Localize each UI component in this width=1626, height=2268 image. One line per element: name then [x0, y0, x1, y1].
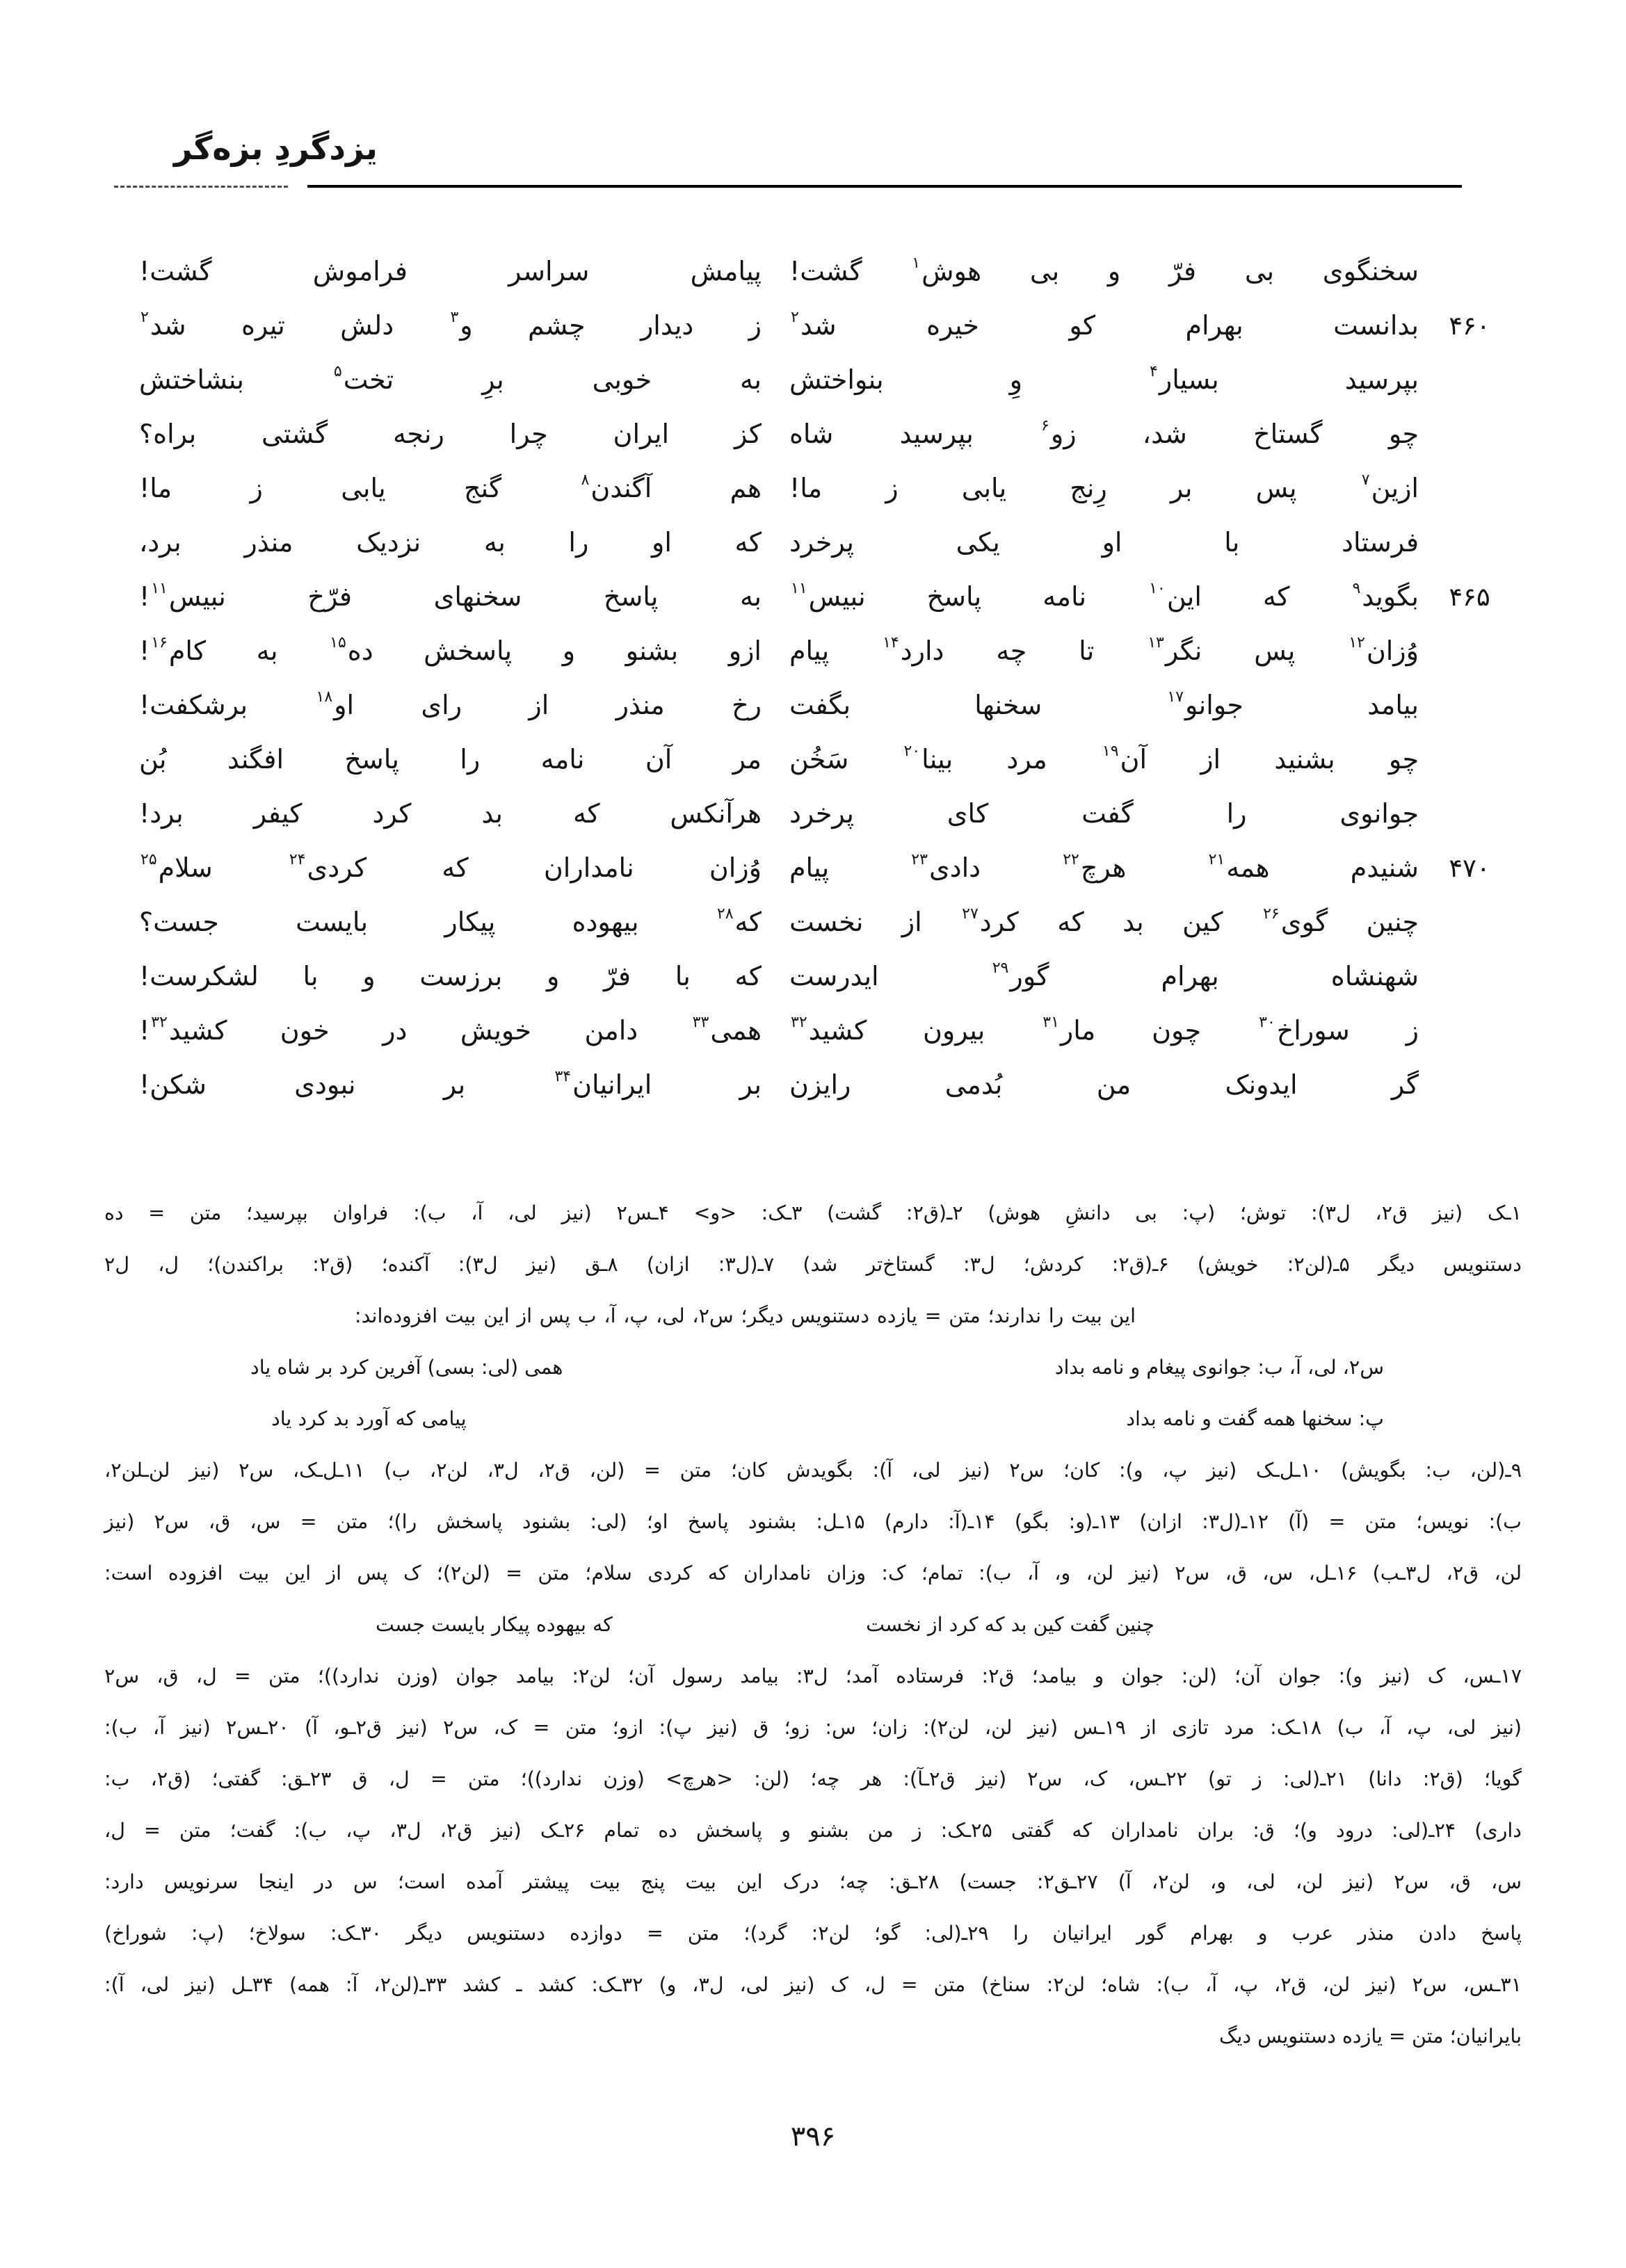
apparatus-line: پاسخ دادن منذر عرب و بهرام گور ایرانیان را ۲۹ـ(لی: گو؛ لن۲: گرد)؛ متن = دوازده دستنویس دیگر ۳۰ـک: سولاخ؛ (پ: شوراخ) [104, 1922, 1522, 1945]
footnote-marker: ۱۳ [1148, 634, 1164, 651]
footnote-marker: ۸ [581, 471, 590, 489]
footnote-marker: ۱۴ [883, 634, 899, 651]
footnote-marker: ۷ [1361, 471, 1370, 489]
bayt-row [104, 852, 1522, 907]
addendum-verse-row [104, 1342, 1522, 1393]
footnote-marker: ۳۰ [1259, 1014, 1275, 1031]
apparatus-line: ۹ـ(لن، ب: بگویش) ۱۰ـل‌ـک (نیز پ، و): کان؛ س۲ (نیز لی، آ): بگویدش کان؛ متن = (لن، ق۲، ل۳، لن۲، ب) ۱۱ـل‌ـک، س۲ (نیز لن‌ـلن۲، [104, 1459, 1522, 1482]
hemistich-right: ز سوراخ$^{۳۰}$ چون مار$^{۳۱}$ بیرون کشید$^{۳۲}$ [791, 1014, 1419, 1046]
hemistich-left: کز ایران چرا رنجه گشتی براه؟ [139, 419, 762, 449]
hemistich-left: همی$^{۳۳}$ دامن خویش در خون کشید$^{۳۲}$! [139, 1014, 762, 1046]
header-rule-main-segment [307, 185, 1462, 188]
footnote-marker: ۱۹ [1102, 743, 1119, 760]
hemistich-right: چنین گوی$^{۲۶}$ کین بد که کرد$^{۲۷}$ از نخست [789, 905, 1419, 937]
bayt-row [104, 1069, 1522, 1124]
apparatus-line: داری) ۲۴ـ(لی: درود و)؛ ق: بران نامداران که گفتی ۲۵ـک: ز من بشنو و پاسخش ده تمام ۲۶ـک (نیز ق۲، ل۳، پ، ب): گفت؛ متن = ل، [104, 1819, 1522, 1842]
footnote-marker: ۲۰ [903, 743, 921, 760]
addendum-hemistich-left: پیامی که آورد بد کرد یاد [271, 1407, 467, 1430]
footnote-marker: ۲ [791, 309, 799, 326]
apparatus-line: بایرانیان؛ متن = یازده دستنویس دیگ [1218, 2025, 1522, 2048]
hemistich-right: چو گستاخ شد، زو$^۶$ بپرسید شاه [789, 417, 1419, 449]
hemistich-left: ازو بشنو و پاسخش ده$^{۱۵}$ به کام$^{۱۶}$! [139, 634, 762, 666]
page-number: ۳۹۶ [790, 2121, 836, 2153]
hemistich-right: شنیدم همه$^{۲۱}$ هرچ$^{۲۲}$ دادی$^{۲۳}$ پیام [789, 851, 1419, 883]
footnote-marker: ۱۲ [1349, 634, 1365, 651]
poem-couplets [104, 256, 1522, 1124]
footnote-marker: ۱۵ [330, 634, 346, 651]
footnote-marker: ۲۶ [1263, 905, 1280, 923]
apparatus-line: ب): نویس؛ متن = (آ) ۱۲ـ(ل۳: ازان) ۱۳ـ(و: بگو) ۱۴ـ(آ: دارم) ۱۵ـل: بشنود پاسخ او؛ (لی: بشنود پاسخش را)؛ متن = س، ق، س۲ (نیز [104, 1510, 1522, 1533]
critical-apparatus [104, 1188, 1522, 2062]
bayt-row [104, 1015, 1522, 1069]
verse-number: ۴۶۵ [1449, 582, 1490, 612]
addendum-hemistich-right: س۲، لی، آ، ب: جوانوی پیغام و نامه بداد [1054, 1356, 1384, 1379]
hemistich-left: ز دیدار چشم و$^۳$ دلش تیره شد$^۲$ [140, 309, 762, 341]
bayt-row [104, 419, 1522, 473]
hemistich-right: شهنشاه بهرام گور$^{۲۹}$ ایدرست [789, 959, 1419, 991]
hemistich-right: سخنگوی بی فرّ و بی هوش$^۱$ گشت! [789, 254, 1419, 286]
footnote-marker: ۱۸ [316, 688, 333, 706]
footnote-marker: ۱۶ [151, 634, 168, 651]
footnote-marker: ۶ [1041, 417, 1049, 435]
text-block [0, 129, 1626, 2153]
footnote-marker: ۱۱ [151, 580, 168, 597]
bayt-row [104, 527, 1522, 581]
apparatus-line: ۳۱ـس، س۲ (نیز لن، ق۲، پ، آ، ب): شاه؛ لن۲: سناخ) متن = ل، ک (نیز لی، ل۳، و) ۳۲ـک: کشد ـ کشد ۳۳ـ(لن۲، آ: همه) ۳۴ـل (نیز لی، آ): [104, 1973, 1522, 1996]
footnote-marker: ۳۴ [554, 1068, 572, 1085]
footnote-marker: ۳۲ [791, 1014, 807, 1031]
hemistich-left: بر ایرانیان$^{۳۴}$ بر نبودی شکن! [139, 1068, 762, 1100]
footnote-marker: ۱ [912, 254, 921, 272]
footnote-marker: ۹ [1352, 580, 1361, 597]
hemistich-left: مر آن نامه را پاسخ افگند بُن [139, 744, 762, 775]
addendum-verse-row [104, 1393, 1522, 1445]
bayt-row [104, 744, 1522, 798]
bayt-row [104, 310, 1522, 364]
addendum-hemistich-left: همی (لی: بسی) آفرین کرد بر شاه یاد [250, 1356, 563, 1379]
footnote-marker: ۵ [333, 363, 342, 380]
hemistich-right: بپرسید بسیار$^۴$ وِ بنواختش [789, 363, 1419, 395]
bayt-row [104, 473, 1522, 527]
hemistich-right: ازین$^۷$ پس بر رِنج یابی ز ما! [789, 471, 1419, 503]
hemistich-right: فرستاد با او یکی پرخرد [789, 527, 1419, 558]
apparatus-line: دستنویس دیگر ۵ـ(لن۲: خویش) ۶ـ(ق۲: کردش؛ ل۳: گستاخ‌تر شد) ۷ـ(ل۳: ازان) ۸ـق (نیز ل۳): آکنده؛ (ق۲: براکندن)؛ ل، ل۲ [104, 1253, 1522, 1276]
bayt-row [104, 581, 1522, 635]
hemistich-left: به پاسخ سخنهای فرّخ نبیس$^{۱۱}$! [139, 580, 762, 612]
hemistich-right: جوانوی را گفت کای پرخرد [789, 798, 1419, 829]
footnote-marker: ۱۷ [1167, 688, 1184, 706]
hemistich-right: بگوید$^۹$ که این$^{۱۰}$ نامه پاسخ نبیس$^{۱۱}$ [791, 580, 1419, 612]
verse-number: ۴۷۰ [1449, 853, 1490, 883]
bayt-row [104, 798, 1522, 852]
hemistich-left: هرآنکس که بد کرد کیفر برد! [139, 798, 762, 829]
footnote-marker: ۳۳ [692, 1014, 709, 1031]
hemistich-left: که$^{۲۸}$ بیهوده پیکار بایست جست؟ [139, 905, 762, 937]
apparatus-line: این بیت را ندارند؛ متن = یازده دستنویس دیگر؛ س۲، لی، پ، آ، ب پس از این بیت افزوده‌اند: [355, 1304, 1136, 1327]
hemistich-right: بیامد جوانو$^{۱۷}$ سخنها بگفت [789, 688, 1419, 720]
hemistich-left: وُزان نامداران که کردی$^{۲۴}$ سلام$^{۲۵}$ [140, 851, 762, 883]
hemistich-left: رخ منذر از رای او$^{۱۸}$ برشکفت! [139, 688, 762, 720]
hemistich-left: پیامش سراسر فراموش گشت! [139, 256, 762, 286]
footnote-marker: ۱۱ [791, 580, 807, 597]
bayt-row [104, 907, 1522, 961]
footnote-marker: ۲۴ [289, 851, 306, 868]
hemistich-left: به خوبی برِ تخت$^۵$ بنشاختش [139, 363, 762, 395]
footnote-marker: ۲ [140, 309, 149, 326]
footnote-marker: ۲۵ [140, 851, 157, 868]
hemistich-right: بدانست بهرام کو خیره شد$^۲$ [791, 309, 1419, 341]
footnote-marker: ۱۰ [1149, 580, 1166, 597]
footnote-marker: ۳ [450, 309, 459, 326]
footnote-marker: ۲۳ [911, 851, 928, 868]
apparatus-line: ۱ـک (نیز ق۲، ل۳): توش؛ (پ: بی دانشِ هوش) ۲ـ(ق۲: گشت) ۳ـک: <و> ۴ـس۲ (نیز لی، آ، ب): فراوان بپرسید؛ متن = ده [104, 1201, 1522, 1224]
hemistich-right: وُزان$^{۱۲}$ پس نگر$^{۱۳}$ تا چه دارد$^{۱۴}$ پیام [789, 634, 1419, 666]
footnote-marker: ۲۹ [992, 959, 1009, 977]
hemistich-right: چو بشنید از آن$^{۱۹}$ مرد بینا$^{۲۰}$ سَخُن [789, 743, 1419, 775]
addendum-hemistich-right: چنین گفت کین بد که کرد از نخست [866, 1613, 1154, 1636]
bayt-row [104, 635, 1522, 690]
header-rule [104, 185, 1522, 188]
footnote-marker: ۳۲ [151, 1014, 168, 1031]
verse-number: ۴۶۰ [1449, 311, 1490, 341]
hemistich-left: که او را به نزدیک منذر برد، [139, 527, 762, 558]
apparatus-line: (نیز لی، پ، آ، ب) ۱۸ـک: مرد تازی از ۱۹ـس (نیز لن، لن۲): زان؛ س: زو؛ ق (نیز پ): ازو؛ متن = ک، س۲ (نیز ق۲ـو، آ) ۲۰ـس۲ (نیز آ، ب): [104, 1716, 1522, 1739]
bayt-row [104, 961, 1522, 1015]
footnote-marker: ۳۱ [1043, 1014, 1059, 1031]
footnote-marker: ۴ [1150, 363, 1158, 380]
header-rule-faded-segment [114, 186, 288, 188]
footnote-marker: ۲۸ [716, 905, 734, 923]
addendum-verse-row [104, 1599, 1522, 1651]
running-head-chapter-title: یزدگردِ بزه‌گر [174, 129, 378, 167]
apparatus-line: گویا؛ (ق۲: دانا) ۲۱ـ(لی: ز تو) ۲۲ـس، ک، س۲ (نیز ق۲ـآ): هر چه؛ (لن: <هرچ> (وزن ندارد))؛ متن = ل، ق ۲۳ـق: گفتی؛ (ق۲، ب: [104, 1767, 1522, 1790]
hemistich-right: گر ایدونک من بُدمی رایزن [789, 1069, 1419, 1100]
hemistich-left: هم آگندن$^۸$ گنج یابی ز ما! [139, 471, 762, 503]
hemistich-left: که با فرّ و برزست و با لشکرست! [139, 961, 762, 991]
bayt-row [104, 364, 1522, 419]
addendum-hemistich-right: پ: سخنها همه گفت و نامه بداد [1126, 1407, 1384, 1430]
footnote-marker: ۲۲ [1063, 851, 1079, 868]
bayt-row [104, 690, 1522, 744]
apparatus-line: لن، ق۲، ل۳ـب) ۱۶ـل، س، ق، س۲ (نیز لن، و، آ، ب): تمام؛ ک: وزان نامداران که کردی سلام؛ متن = (لن۲)؛ ک پس از این بیت افزوده است: [104, 1562, 1522, 1585]
addendum-hemistich-left: که بیهوده پیکار بایست جست [376, 1613, 613, 1636]
footnote-marker: ۲۱ [1208, 851, 1225, 868]
apparatus-line: ۱۷ـس، ک (نیز و): جوان آن؛ (لن: جوان و بیامد؛ ق۲: فرستاده آمد؛ ل۳: بیامد رسول آن؛ لن۲: بیامد جوان (وزن ندارد))؛ متن = ل، ق، س۲ [104, 1664, 1522, 1687]
apparatus-line: س، ق، س۲ (نیز لن، لی، و، لن۲، آ) ۲۷ـق۲: جست) ۲۸ـق: چه؛ درک این بیت پنج بیت پیشتر آمده است؛ س در اینجا سرنویس دارد: [104, 1870, 1522, 1893]
bayt-row [104, 256, 1522, 310]
footnote-marker: ۲۷ [962, 905, 979, 923]
